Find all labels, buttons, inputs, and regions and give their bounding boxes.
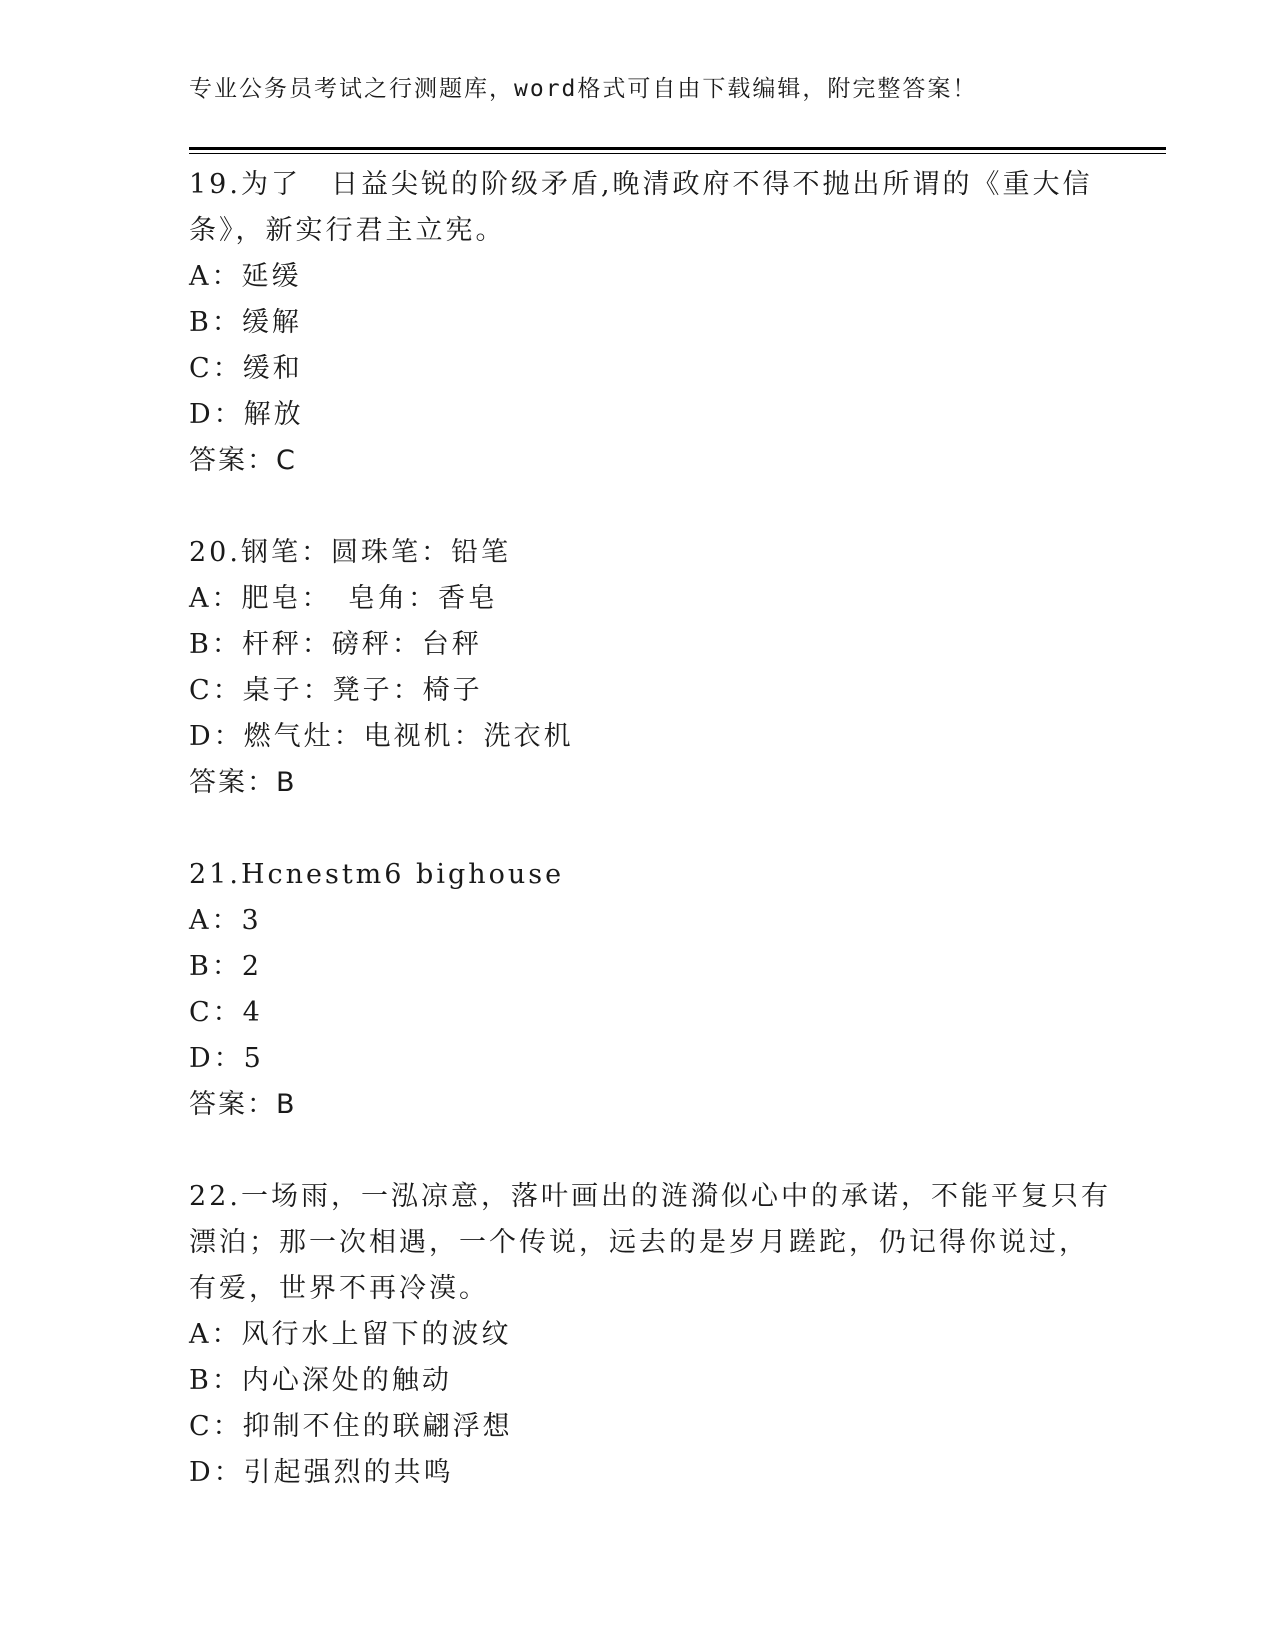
option-c: C：桌子：凳子：椅子 (189, 675, 483, 706)
option-d: D：引起强烈的共鸣 (189, 1457, 454, 1488)
header-divider-thin (189, 153, 1166, 154)
option-b: B：杆秤：磅秤：台秤 (189, 629, 482, 660)
question-21 (189, 852, 1089, 1128)
option-a: A：风行水上留下的波纹 (189, 1319, 512, 1350)
question-stem-line: 有爱，世界不再冷漠。 (189, 1273, 489, 1304)
option-a: A：3 (189, 905, 262, 936)
option-d: D：解放 (189, 399, 304, 430)
answer-text: 答案：B (189, 767, 297, 798)
option-b: B：2 (189, 951, 263, 982)
header-divider-thick (189, 147, 1166, 150)
question-stem-line: 21.Hcnestm6 bighouse (189, 859, 565, 890)
question-22 (189, 1174, 1111, 1496)
question-stem-line: 条》，新实行君主立宪。 (189, 215, 506, 246)
option-a: A：延缓 (189, 261, 302, 292)
option-d: D：燃气灶：电视机：洗衣机 (189, 721, 574, 752)
question-stem-line: 22.一场雨，一泓凉意，落叶画出的涟漪似心中的承诺，不能平复只有 (189, 1181, 1111, 1212)
option-c: C：缓和 (189, 353, 303, 384)
option-d: D：5 (189, 1043, 264, 1074)
question-20 (189, 530, 1089, 806)
option-b: B：内心深处的触动 (189, 1365, 452, 1396)
option-c: C：4 (189, 997, 263, 1028)
option-c: C：抑制不住的联翩浮想 (189, 1411, 513, 1442)
page-header-text: 专业公务员考试之行测题库，word格式可自由下载编辑，附完整答案！ (189, 76, 978, 102)
question-stem-line: 漂泊；那一次相遇，一个传说，远去的是岁月蹉跎，仍记得你说过， (189, 1227, 1089, 1258)
answer-text: 答案：B (189, 1089, 297, 1120)
question-19 (189, 162, 1093, 484)
option-a: A：肥皂： 皂角：香皂 (189, 583, 498, 614)
question-stem-line: 19.为了 日益尖锐的阶级矛盾,晚清政府不得不抛出所谓的《重大信 (189, 169, 1093, 200)
question-stem-line: 20.钢笔：圆珠笔：铅笔 (189, 537, 511, 568)
answer-text: 答案：C (189, 445, 297, 476)
option-b: B：缓解 (189, 307, 302, 338)
question-list (189, 162, 1111, 1542)
